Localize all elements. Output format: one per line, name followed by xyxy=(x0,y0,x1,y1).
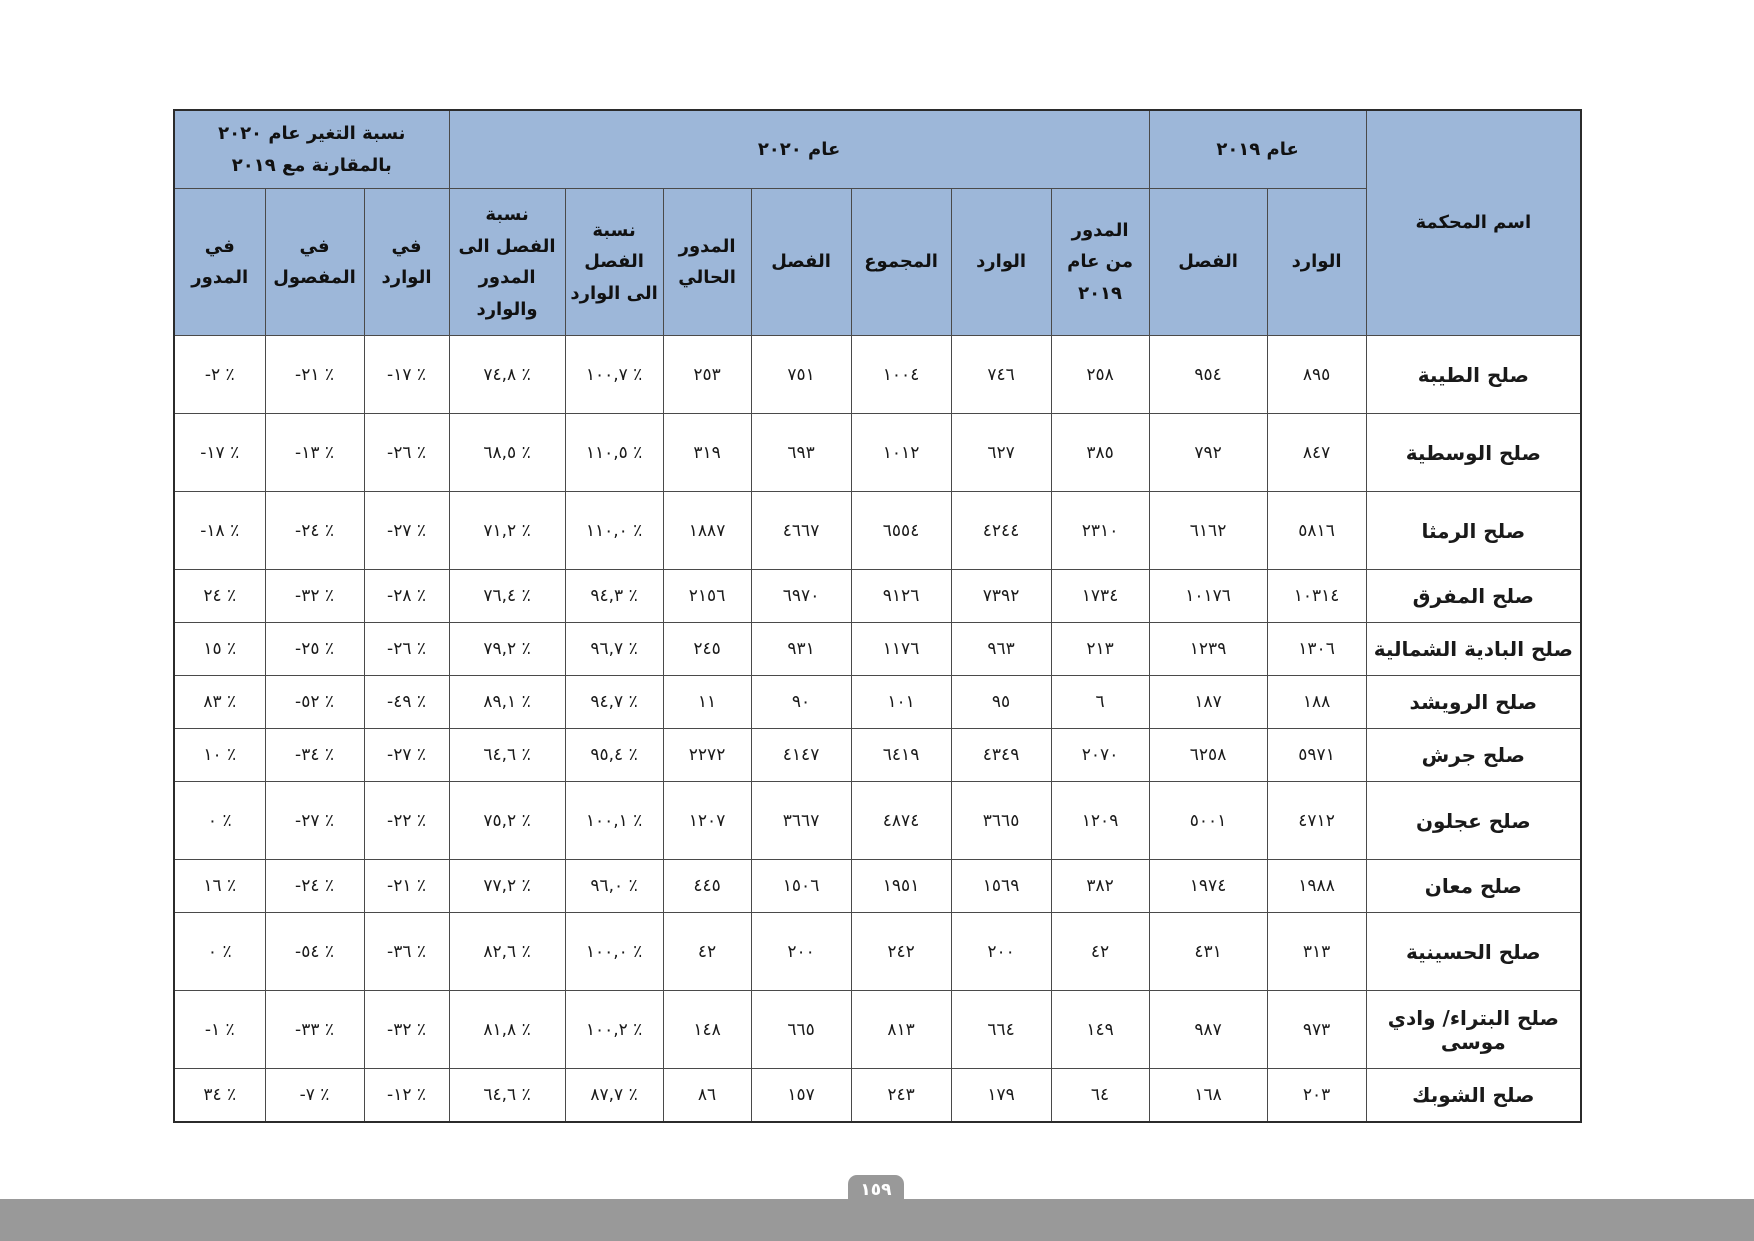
cell-2019-incoming: ٥٩٧١ xyxy=(1267,729,1366,782)
cell-court-name: صلح عجلون xyxy=(1366,782,1581,860)
cell-resolve-ratio-incoming: ٪ ٩٦,٧ xyxy=(565,623,663,676)
cell-2020-current-carried: ١٤٨ xyxy=(663,991,751,1069)
cell-change-resolved: ٪ ٣٣- xyxy=(265,991,364,1069)
cell-court-name: صلح الوسطية xyxy=(1366,414,1581,492)
cell-2020-incoming: ١٧٩ xyxy=(951,1069,1051,1122)
cell-change-incoming: ٪ ٢٧- xyxy=(364,729,449,782)
courts-statistics-table xyxy=(173,109,1582,1123)
cell-2020-total: ١٠١ xyxy=(851,676,951,729)
cell-2020-carried-over: ٢٠٧٠ xyxy=(1051,729,1149,782)
cell-2019-incoming: ٨٩٥ xyxy=(1267,336,1366,414)
page-number: ١٥٩ xyxy=(848,1175,904,1205)
courts-statistics-table-container xyxy=(173,109,1580,1123)
header-2020-incoming: الوارد xyxy=(951,189,1051,336)
table-row xyxy=(174,860,1581,913)
table-row xyxy=(174,782,1581,860)
cell-change-carried: ٪ ١٥ xyxy=(174,623,265,676)
cell-2020-resolved: ٤١٤٧ xyxy=(751,729,851,782)
cell-2019-incoming: ٩٧٣ xyxy=(1267,991,1366,1069)
header-2020-resolved: الفصل xyxy=(751,189,851,336)
cell-2020-current-carried: ٨٦ xyxy=(663,1069,751,1122)
cell-resolve-ratio-total: ٪ ٨١,٨ xyxy=(449,991,565,1069)
cell-2019-incoming: ٨٤٧ xyxy=(1267,414,1366,492)
cell-resolve-ratio-incoming: ٪ ١٠٠,٢ xyxy=(565,991,663,1069)
cell-change-incoming: ٪ ٤٩- xyxy=(364,676,449,729)
cell-resolve-ratio-total: ٪ ٧٦,٤ xyxy=(449,570,565,623)
header-change-resolved: في المفصول xyxy=(265,189,364,336)
cell-change-incoming: ٪ ٢١- xyxy=(364,860,449,913)
cell-2019-resolved: ٤٣١ xyxy=(1149,913,1267,991)
cell-2019-incoming: ١٣٠٦ xyxy=(1267,623,1366,676)
cell-2020-carried-over: ١٧٣٤ xyxy=(1051,570,1149,623)
cell-2020-total: ١٠١٢ xyxy=(851,414,951,492)
cell-court-name: صلح الطيبة xyxy=(1366,336,1581,414)
cell-court-name: صلح الرمثا xyxy=(1366,492,1581,570)
cell-2020-current-carried: ٢٢٧٢ xyxy=(663,729,751,782)
cell-2020-resolved: ٣٦٦٧ xyxy=(751,782,851,860)
cell-change-resolved: ٪ ٢٧- xyxy=(265,782,364,860)
cell-2020-total: ٦٤١٩ xyxy=(851,729,951,782)
cell-change-resolved: ٪ ٢٤- xyxy=(265,860,364,913)
cell-2019-resolved: ١٩٧٤ xyxy=(1149,860,1267,913)
cell-2020-total: ٢٤٣ xyxy=(851,1069,951,1122)
cell-2020-total: ١٠٠٤ xyxy=(851,336,951,414)
cell-2020-current-carried: ١٨٨٧ xyxy=(663,492,751,570)
cell-resolve-ratio-incoming: ٪ ٩٦,٠ xyxy=(565,860,663,913)
cell-change-carried: ٪ ٨٣ xyxy=(174,676,265,729)
cell-2020-resolved: ٧٥١ xyxy=(751,336,851,414)
cell-change-incoming: ٪ ٣٦- xyxy=(364,913,449,991)
cell-change-carried: ٪ ٢٤ xyxy=(174,570,265,623)
header-resolve-ratio-incoming: نسبة الفصل الى الوارد xyxy=(565,189,663,336)
cell-change-incoming: ٪ ١٧- xyxy=(364,336,449,414)
header-year-2019: عام ٢٠١٩ xyxy=(1149,110,1366,189)
cell-2020-incoming: ٦٦٤ xyxy=(951,991,1051,1069)
table-row xyxy=(174,913,1581,991)
cell-resolve-ratio-incoming: ٪ ٨٧,٧ xyxy=(565,1069,663,1122)
cell-2020-current-carried: ٢١٥٦ xyxy=(663,570,751,623)
table-row xyxy=(174,991,1581,1069)
table-row xyxy=(174,729,1581,782)
cell-court-name: صلح الرويشد xyxy=(1366,676,1581,729)
header-2019-incoming: الوارد xyxy=(1267,189,1366,336)
cell-2020-current-carried: ١١ xyxy=(663,676,751,729)
cell-resolve-ratio-incoming: ٪ ١٠٠,٧ xyxy=(565,336,663,414)
cell-2020-carried-over: ٦ xyxy=(1051,676,1149,729)
cell-resolve-ratio-total: ٪ ٦٤,٦ xyxy=(449,729,565,782)
cell-2019-incoming: ٥٨١٦ xyxy=(1267,492,1366,570)
table-row xyxy=(174,1069,1581,1122)
cell-2020-carried-over: ٢٣١٠ xyxy=(1051,492,1149,570)
cell-2019-resolved: ٩٥٤ xyxy=(1149,336,1267,414)
cell-court-name: صلح معان xyxy=(1366,860,1581,913)
cell-2020-total: ١١٧٦ xyxy=(851,623,951,676)
cell-change-resolved: ٪ ٢٥- xyxy=(265,623,364,676)
cell-2020-carried-over: ٢١٣ xyxy=(1051,623,1149,676)
cell-2020-total: ٨١٣ xyxy=(851,991,951,1069)
cell-2020-resolved: ٩٠ xyxy=(751,676,851,729)
header-change-percent: نسبة التغير عام ٢٠٢٠ بالمقارنة مع ٢٠١٩ xyxy=(174,110,449,189)
cell-court-name: صلح جرش xyxy=(1366,729,1581,782)
table-row xyxy=(174,414,1581,492)
cell-court-name: صلح الشوبك xyxy=(1366,1069,1581,1122)
cell-2020-total: ١٩٥١ xyxy=(851,860,951,913)
cell-2020-incoming: ٩٥ xyxy=(951,676,1051,729)
table-row xyxy=(174,570,1581,623)
header-change-incoming: في الوارد xyxy=(364,189,449,336)
cell-resolve-ratio-total: ٪ ٦٤,٦ xyxy=(449,1069,565,1122)
table-row xyxy=(174,623,1581,676)
cell-2020-carried-over: ١٢٠٩ xyxy=(1051,782,1149,860)
cell-change-carried: ٪ ١٧- xyxy=(174,414,265,492)
header-court-name: اسم المحكمة xyxy=(1366,110,1581,336)
cell-2020-current-carried: ١٢٠٧ xyxy=(663,782,751,860)
cell-2020-current-carried: ٣١٩ xyxy=(663,414,751,492)
cell-2019-resolved: ١٨٧ xyxy=(1149,676,1267,729)
cell-change-resolved: ٪ ٢٤- xyxy=(265,492,364,570)
cell-change-carried: ٪ ١٠ xyxy=(174,729,265,782)
cell-court-name: صلح المفرق xyxy=(1366,570,1581,623)
cell-2020-carried-over: ٤٢ xyxy=(1051,913,1149,991)
cell-2019-resolved: ١٦٨ xyxy=(1149,1069,1267,1122)
cell-resolve-ratio-total: ٪ ٧٤,٨ xyxy=(449,336,565,414)
cell-change-resolved: ٪ ٣٤- xyxy=(265,729,364,782)
cell-change-resolved: ٪ ٢١- xyxy=(265,336,364,414)
cell-2019-incoming: ١٩٨٨ xyxy=(1267,860,1366,913)
cell-2019-resolved: ٦٢٥٨ xyxy=(1149,729,1267,782)
cell-change-carried: ٪ ٢- xyxy=(174,336,265,414)
cell-court-name: صلح الحسينية xyxy=(1366,913,1581,991)
cell-2020-incoming: ٣٦٦٥ xyxy=(951,782,1051,860)
cell-resolve-ratio-incoming: ٪ ١١٠,٠ xyxy=(565,492,663,570)
cell-change-resolved: ٪ ٥٢- xyxy=(265,676,364,729)
cell-2020-carried-over: ١٤٩ xyxy=(1051,991,1149,1069)
cell-2019-resolved: ١٢٣٩ xyxy=(1149,623,1267,676)
cell-change-incoming: ٪ ٢٨- xyxy=(364,570,449,623)
cell-2020-resolved: ٦٦٥ xyxy=(751,991,851,1069)
cell-2020-current-carried: ٢٥٣ xyxy=(663,336,751,414)
cell-resolve-ratio-total: ٪ ٨٢,٦ xyxy=(449,913,565,991)
cell-change-incoming: ٪ ٢٦- xyxy=(364,623,449,676)
cell-change-incoming: ٪ ٢٧- xyxy=(364,492,449,570)
cell-2020-resolved: ٢٠٠ xyxy=(751,913,851,991)
cell-2020-total: ٩١٢٦ xyxy=(851,570,951,623)
table-row xyxy=(174,492,1581,570)
cell-2020-resolved: ٦٩٧٠ xyxy=(751,570,851,623)
cell-change-carried: ٪ ٠ xyxy=(174,782,265,860)
cell-2019-resolved: ٦١٦٢ xyxy=(1149,492,1267,570)
cell-2020-resolved: ١٥٧ xyxy=(751,1069,851,1122)
cell-change-incoming: ٪ ١٢- xyxy=(364,1069,449,1122)
cell-change-resolved: ٪ ٥٤- xyxy=(265,913,364,991)
cell-2020-incoming: ٧٤٦ xyxy=(951,336,1051,414)
cell-2020-incoming: ٢٠٠ xyxy=(951,913,1051,991)
cell-resolve-ratio-incoming: ٪ ١٠٠,١ xyxy=(565,782,663,860)
header-year-2020: عام ٢٠٢٠ xyxy=(449,110,1149,189)
cell-2020-incoming: ٧٣٩٢ xyxy=(951,570,1051,623)
cell-resolve-ratio-incoming: ٪ ٩٤,٧ xyxy=(565,676,663,729)
cell-2020-incoming: ٤٣٤٩ xyxy=(951,729,1051,782)
cell-2020-current-carried: ٢٤٥ xyxy=(663,623,751,676)
cell-2020-resolved: ٦٩٣ xyxy=(751,414,851,492)
cell-2020-current-carried: ٤٤٥ xyxy=(663,860,751,913)
cell-change-incoming: ٪ ٢٦- xyxy=(364,414,449,492)
cell-change-carried: ٪ ١٦ xyxy=(174,860,265,913)
cell-resolve-ratio-incoming: ٪ ٩٥,٤ xyxy=(565,729,663,782)
cell-2020-total: ٦٥٥٤ xyxy=(851,492,951,570)
cell-2020-carried-over: ٣٨٢ xyxy=(1051,860,1149,913)
cell-2020-incoming: ١٥٦٩ xyxy=(951,860,1051,913)
cell-resolve-ratio-incoming: ٪ ١١٠,٥ xyxy=(565,414,663,492)
cell-resolve-ratio-incoming: ٪ ٩٤,٣ xyxy=(565,570,663,623)
cell-2020-total: ٤٨٧٤ xyxy=(851,782,951,860)
cell-change-resolved: ٪ ١٣- xyxy=(265,414,364,492)
cell-2020-incoming: ٤٢٤٤ xyxy=(951,492,1051,570)
cell-2019-incoming: ٢٠٣ xyxy=(1267,1069,1366,1122)
cell-change-carried: ٪ ٣٤ xyxy=(174,1069,265,1122)
cell-resolve-ratio-total: ٪ ٨٩,١ xyxy=(449,676,565,729)
cell-resolve-ratio-total: ٪ ٧١,٢ xyxy=(449,492,565,570)
cell-court-name: صلح البادية الشمالية xyxy=(1366,623,1581,676)
header-change-carried: في المدور xyxy=(174,189,265,336)
cell-2020-resolved: ٩٣١ xyxy=(751,623,851,676)
header-group-row xyxy=(174,110,1581,189)
header-2020-current-carried: المدور الحالي xyxy=(663,189,751,336)
cell-2019-incoming: ١٠٣١٤ xyxy=(1267,570,1366,623)
cell-resolve-ratio-incoming: ٪ ١٠٠,٠ xyxy=(565,913,663,991)
cell-2020-incoming: ٩٦٣ xyxy=(951,623,1051,676)
header-2019-resolved: الفصل xyxy=(1149,189,1267,336)
cell-resolve-ratio-total: ٪ ٧٥,٢ xyxy=(449,782,565,860)
cell-2020-resolved: ١٥٠٦ xyxy=(751,860,851,913)
table-header xyxy=(174,110,1581,336)
cell-2020-current-carried: ٤٢ xyxy=(663,913,751,991)
cell-2019-resolved: ٩٨٧ xyxy=(1149,991,1267,1069)
cell-resolve-ratio-total: ٪ ٧٩,٢ xyxy=(449,623,565,676)
table-row xyxy=(174,676,1581,729)
cell-change-carried: ٪ ١٨- xyxy=(174,492,265,570)
cell-2019-incoming: ٣١٣ xyxy=(1267,913,1366,991)
cell-2020-resolved: ٤٦٦٧ xyxy=(751,492,851,570)
cell-2019-resolved: ٧٩٢ xyxy=(1149,414,1267,492)
table-row xyxy=(174,336,1581,414)
cell-2020-incoming: ٦٢٧ xyxy=(951,414,1051,492)
cell-change-resolved: ٪ ٧- xyxy=(265,1069,364,1122)
cell-resolve-ratio-total: ٪ ٦٨,٥ xyxy=(449,414,565,492)
cell-change-incoming: ٪ ٢٢- xyxy=(364,782,449,860)
cell-change-incoming: ٪ ٣٢- xyxy=(364,991,449,1069)
cell-2019-incoming: ١٨٨ xyxy=(1267,676,1366,729)
table-body xyxy=(174,336,1581,1122)
cell-2020-carried-over: ٢٥٨ xyxy=(1051,336,1149,414)
cell-2020-carried-over: ٦٤ xyxy=(1051,1069,1149,1122)
cell-change-carried: ٪ ١- xyxy=(174,991,265,1069)
cell-2019-resolved: ٥٠٠١ xyxy=(1149,782,1267,860)
cell-change-carried: ٪ ٠ xyxy=(174,913,265,991)
cell-2019-incoming: ٤٧١٢ xyxy=(1267,782,1366,860)
cell-court-name: صلح البتراء/ وادي موسى xyxy=(1366,991,1581,1069)
cell-2020-total: ٢٤٢ xyxy=(851,913,951,991)
cell-change-resolved: ٪ ٣٢- xyxy=(265,570,364,623)
header-2020-total: المجموع xyxy=(851,189,951,336)
cell-2019-resolved: ١٠١٧٦ xyxy=(1149,570,1267,623)
header-resolve-ratio-total: نسبة الفصل الى المدور والوارد xyxy=(449,189,565,336)
footer-bar xyxy=(0,1199,1754,1241)
header-2020-carried-over: المدور من عام ٢٠١٩ xyxy=(1051,189,1149,336)
cell-2020-carried-over: ٣٨٥ xyxy=(1051,414,1149,492)
cell-resolve-ratio-total: ٪ ٧٧,٢ xyxy=(449,860,565,913)
